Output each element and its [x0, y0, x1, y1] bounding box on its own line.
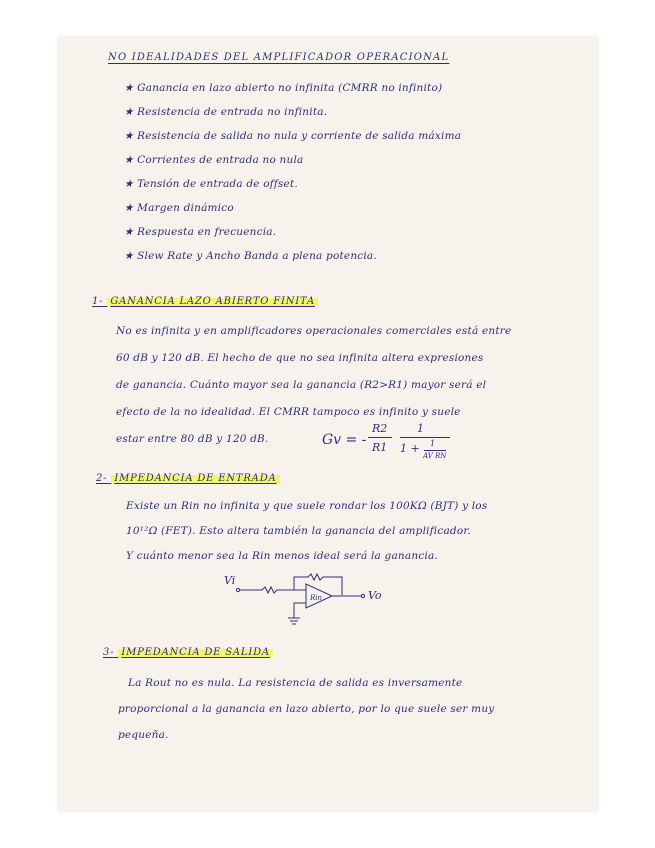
gain-formula	[322, 420, 502, 470]
section-1-line: No es infinita y en amplificadores operacionales comerciales está entre	[116, 325, 512, 337]
circuit-input-label: Vi	[224, 574, 236, 587]
noninverting-input-wire	[294, 603, 306, 618]
inverting-amplifier-schematic	[222, 570, 392, 632]
section-2-line: Y cuánto menor sea la Rin menos ideal será la ganancia.	[126, 550, 438, 562]
formula-inner-den: AV RN	[423, 452, 447, 460]
section-2-line: 10¹²Ω (FET). Esto altera también la ganancia del amplificador.	[126, 525, 471, 537]
opamp-label: Rin	[310, 594, 323, 602]
section-1-line: de ganancia. Cuánto mayor sea la ganancia (R2>R1) mayor será el	[116, 379, 487, 391]
formula-lhs: Gv = -	[322, 432, 367, 448]
formula-inner-num: 1	[430, 439, 436, 448]
formula-bar1	[368, 437, 392, 438]
resistor-r2-icon	[294, 574, 342, 595]
circuit-output-label: Vo	[368, 589, 382, 602]
section-1-line: 60 dB y 120 dB. El hecho de que no sea infinita altera expresiones	[116, 352, 484, 364]
section-1-heading: 1- GANANCIA LAZO ABIERTO FINITA	[92, 296, 318, 307]
section-3-heading: 3- IMPEDANCIA DE SALIDA	[103, 647, 273, 658]
formula-den1: R1	[372, 441, 388, 454]
bullet-item: ★ Slew Rate y Ancho Banda a plena potencia.	[124, 250, 377, 262]
bullet-item: ★ Tensión de entrada de offset.	[124, 178, 298, 190]
section-3-line: proporcional a la ganancia en lazo abierto, por lo que suele ser muy	[118, 703, 495, 715]
formula-inner-bar	[424, 450, 446, 451]
section-2-heading: 2- IMPEDANCIA DE ENTRADA	[96, 473, 280, 484]
page-title: NO IDEALIDADES DEL AMPLIFICADOR OPERACIONAL	[108, 52, 450, 63]
bullet-item: ★ Resistencia de entrada no infinita.	[124, 106, 328, 118]
bullet-item: ★ Resistencia de salida no nula y corriente de salida máxima	[124, 130, 462, 142]
bullet-item: ★ Ganancia en lazo abierto no infinita (CMRR no infinito)	[124, 82, 443, 94]
section-3-line: La Rout no es nula. La resistencia de salida es inversamente	[128, 677, 463, 689]
section-1-line: estar entre 80 dB y 120 dB.	[116, 433, 269, 445]
section-3-line: pequeña.	[118, 729, 169, 741]
section-2-line: Existe un Rin no infinita y que suele rondar los 100KΩ (BJT) y los	[126, 500, 488, 512]
formula-den2: 1 +	[400, 442, 420, 455]
section-1-line: efecto de la no idealidad. El CMRR tampoco es infinito y suele	[116, 406, 461, 418]
output-node-icon	[361, 594, 364, 597]
bullet-item: ★ Margen dinámico	[124, 202, 234, 214]
resistor-r1-icon	[239, 587, 294, 593]
bullet-item: ★ Corrientes de entrada no nula	[124, 154, 304, 166]
formula-num1: R2	[372, 422, 388, 435]
formula-bar2	[400, 437, 450, 438]
ground-icon	[288, 618, 300, 624]
bullet-item: ★ Respuesta en frecuencia.	[124, 226, 277, 238]
formula-num2: 1	[417, 422, 424, 435]
